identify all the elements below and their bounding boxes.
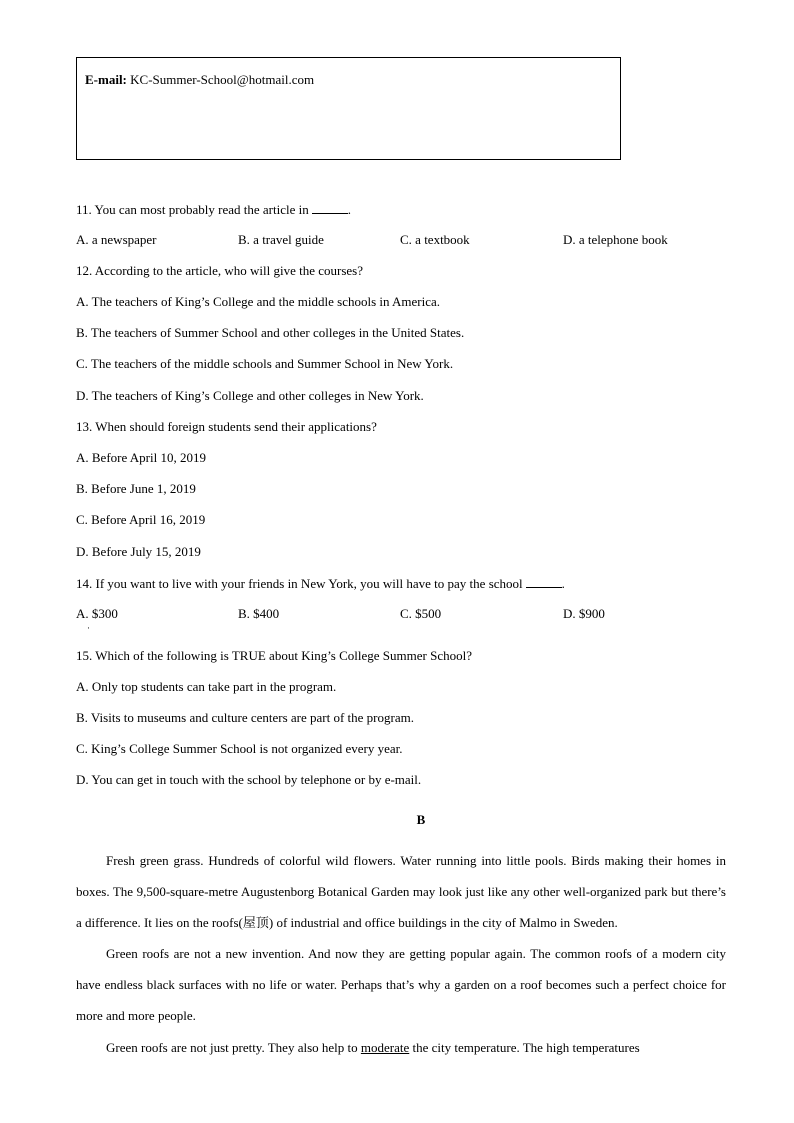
option-13-d: D. Before July 15, 2019 [76,544,201,559]
option-15-c: C. King’s College Summer School is not organized every year. [76,741,403,756]
option-12-c: C. The teachers of the middle schools and Summer School in New York. [76,356,454,371]
passage-paragraph-2 [76,938,726,1031]
section-heading: B [416,812,426,827]
question-stem-end: . [347,202,351,217]
answer-blank [312,201,348,214]
question-stem: 11. You can most probably read the article in [76,202,309,217]
question-13: 13. When should foreign students send their applications? [76,419,377,434]
email-label: E-mail: [85,72,127,87]
paragraph-text: Green roofs are not just pretty. They also help to [106,1040,358,1055]
paragraph-text: Green roofs are not a new invention. And now they are getting popular again. The common roofs of a modern city have endless black surfaces with no life or water. Perhaps that’s why a garden on a roof becomes such a perfect choice for more and more people. [76,946,726,1023]
underlined-word: moderate [360,1040,410,1055]
option-11-a: A. a newspaper [76,232,157,247]
email-address: KC-Summer-School@hotmail.com [130,72,315,87]
question-15: 15. Which of the following is TRUE about King’s College Summer School? [76,648,472,663]
question-11 [76,201,351,218]
option-15-d: D. You can get in touch with the school by telephone or by e-mail. [76,772,422,787]
option-12-a: A. The teachers of King’s College and the middle schools in America. [76,294,441,309]
option-14-a: A. $300 [76,606,118,621]
paragraph-text: Fresh green grass. Hundreds of colorful wild flowers. Water running into little pools. Birds making their homes in boxes. The 9,500-square-metre Augustenborg Botanical Garden may look just like any other well-organized park but there’s a difference. It lies on the roofs(屋顶) of industrial and office buildings in the city of Malmo in Sweden. [76,853,726,930]
passage-paragraph-3 [76,1032,726,1063]
option-15-b: B. Visits to museums and culture centers are part of the program. [76,710,414,725]
question-stem: 14. If you want to live with your friends in New York, you will have to pay the school [76,576,523,591]
email-line [85,72,314,88]
contact-info-box [76,57,621,160]
option-14-d: D. $900 [563,606,605,621]
question-14 [76,575,565,592]
paragraph-text: the city temperature. The high temperatures [412,1040,640,1055]
option-13-a: A. Before April 10, 2019 [76,450,206,465]
answer-blank [526,575,562,588]
option-14-b: B. $400 [238,606,280,621]
option-13-b: B. Before June 1, 2019 [76,481,196,496]
option-15-a: A. Only top students can take part in the program. [76,679,337,694]
option-12-b: B. The teachers of Summer School and other colleges in the United States. [76,325,465,340]
passage-paragraph-1 [76,845,726,938]
option-13-c: C. Before April 16, 2019 [76,512,206,527]
stray-dot: · [87,623,90,633]
option-11-d: D. a telephone book [563,232,668,247]
option-11-b: B. a travel guide [238,232,324,247]
option-11-c: C. a textbook [400,232,470,247]
question-stem-end: . [561,576,565,591]
option-12-d: D. The teachers of King’s College and other colleges in New York. [76,388,424,403]
question-12: 12. According to the article, who will give the courses? [76,263,364,278]
option-14-c: C. $500 [400,606,442,621]
